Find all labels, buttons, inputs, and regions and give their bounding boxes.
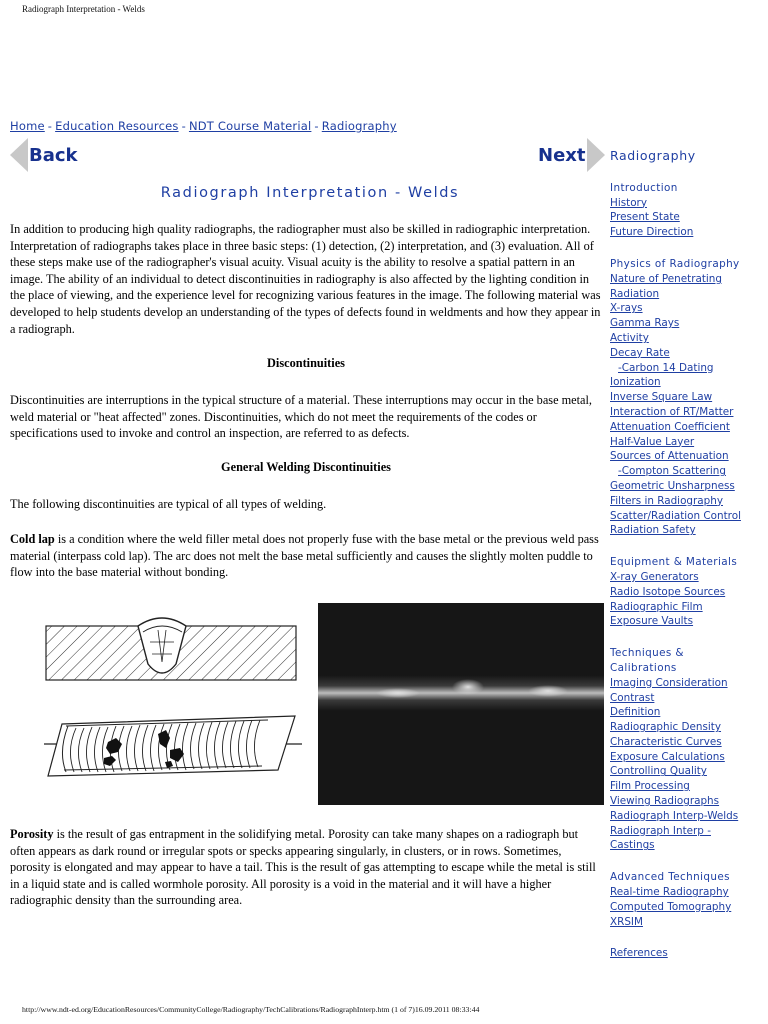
sidebar	[610, 140, 760, 961]
sidebar-link-scatter-radiation-control[interactable]: Scatter/Radiation Control	[610, 509, 741, 522]
breadcrumb-ndt-course-material[interactable]: NDT Course Material	[188, 119, 312, 133]
general-discontinuities-heading: General Welding Discontinuities	[221, 460, 391, 474]
sidebar-link-exposure-vaults[interactable]: Exposure Vaults	[610, 615, 694, 628]
sidebar-link-contrast[interactable]: Contrast	[610, 691, 655, 704]
sidebar-link-computed-tomography[interactable]: Computed Tomography	[610, 900, 732, 913]
general-discontinuities-paragraph: The following discontinuities are typical of all types of welding.	[10, 497, 327, 511]
sidebar-link-half-value-layer[interactable]: Half-Value Layer	[610, 435, 695, 448]
window-title: Radiograph Interpretation - Welds	[22, 4, 145, 14]
next-button[interactable]	[538, 138, 605, 172]
porosity-paragraph	[10, 826, 602, 909]
sidebar-link-xrsim[interactable]: XRSIM	[610, 915, 643, 928]
sidebar-link-radiation[interactable]: Radiation	[610, 287, 660, 300]
discontinuities-paragraph: Discontinuities are interruptions in the typical structure of a material. These interruptions may occur in the base metal, weld material or "heat affected" zones. Discontinuities, which do not meet the requirements of the codes or specifications used to invoke and control an inspection, are referred to as defects.	[10, 393, 592, 441]
sidebar-link-gamma-rays[interactable]: Gamma Rays	[610, 317, 680, 330]
sidebar-link-castings[interactable]: Castings	[610, 839, 655, 852]
sidebar-link-radio-isotope-sources[interactable]: Radio Isotope Sources	[610, 585, 726, 598]
breadcrumb: Home - Education Resources - NDT Course Material - Radiography	[10, 119, 397, 133]
porosity-description: is the result of gas entrapment in the solidifying metal. Porosity can take many shapes on a radiograph but often appears as dark round or irregular spots or specks appearing singularly, in clusters, or in rows. Sometimes, porosity is elongated and may appear to have a tail. This is the result of gas attempting to escape while the metal is still in a liquid state and is called wormhole porosity. All porosity is a void in the material and it will have a higher radiographic density than the surrounding area.	[10, 827, 596, 908]
sidebar-link-filters-in-radiography[interactable]: Filters in Radiography	[610, 494, 723, 507]
intro-paragraph: In addition to producing high quality radiographs, the radiographer must also be skilled in radiographic interpretation. Interpretation of radiographs takes place in three basic steps: (1) detection, (2) interpretation, and (3) evaluation. All of these steps make use of the radiographer's visual acuity. Visual acuity is the ability to resolve a spatial pattern in an image. The ability of an individual to detect discontinuities in radiography is also affected by the lighting condition in the place of viewing, and the experience level for recognizing various features in the image. The following material was developed to help students develop an understanding of the types of defects found in weldments and how they appear in a radiograph.	[10, 222, 601, 336]
sidebar-link-imaging-consideration[interactable]: Imaging Consideration	[610, 676, 728, 689]
sidebar-link-characteristic-curves[interactable]: Characteristic Curves	[610, 735, 722, 748]
sidebar-link-radiograph-interp-welds[interactable]: Radiograph Interp-Welds	[610, 809, 739, 822]
sidebar-link-x-ray-generators[interactable]: X-ray Generators	[610, 570, 699, 583]
sidebar-link-film-processing[interactable]: Film Processing	[610, 780, 690, 793]
next-label: Next	[538, 144, 586, 166]
back-button[interactable]	[10, 138, 78, 172]
sidebar-link-present-state[interactable]: Present State	[610, 211, 680, 224]
cold-lap-description: is a condition where the weld filler metal does not properly fuse with the base metal or the previous weld pass material (interpass cold lap). The arc does not melt the base metal sufficiently and causes the slightly molten puddle to flow into the base material without bonding.	[10, 532, 599, 580]
sidebar-section-advanced: Advanced Techniques	[610, 871, 730, 884]
page-title: Radiograph Interpretation - Welds	[160, 185, 460, 201]
sidebar-link-compton-scattering[interactable]: -Compton Scattering	[618, 465, 726, 478]
cold-lap-paragraph	[10, 531, 602, 581]
sidebar-link-history[interactable]: History	[610, 196, 647, 209]
sidebar-link-radiation-safety[interactable]: Radiation Safety	[610, 524, 696, 537]
sidebar-link-decay-rate[interactable]: Decay Rate	[610, 346, 670, 359]
breadcrumb-home[interactable]: Home	[10, 119, 45, 133]
sidebar-link-definition[interactable]: Definition	[610, 706, 661, 719]
sidebar-link-geometric-unsharpness[interactable]: Geometric Unsharpness	[610, 479, 735, 492]
cold-lap-radiograph-image	[318, 603, 604, 805]
sidebar-link-viewing-radiographs[interactable]: Viewing Radiographs	[610, 795, 720, 808]
sidebar-link-carbon-14-dating[interactable]: -Carbon 14 Dating	[618, 361, 714, 374]
sidebar-link-ionization[interactable]: Ionization	[610, 376, 661, 389]
sidebar-title: Radiography	[610, 148, 696, 163]
sidebar-link-exposure-calculations[interactable]: Exposure Calculations	[610, 750, 725, 763]
sidebar-link-references[interactable]: References	[610, 947, 668, 960]
cold-lap-term: Cold lap	[10, 532, 55, 546]
sidebar-link-radiographic-density[interactable]: Radiographic Density	[610, 721, 722, 734]
next-arrow-icon	[587, 138, 605, 172]
sidebar-link-controlling-quality[interactable]: Controlling Quality	[610, 765, 707, 778]
porosity-term: Porosity	[10, 827, 54, 841]
sidebar-link-radiographic-film[interactable]: Radiographic Film	[610, 600, 703, 613]
sidebar-section-techniques: Techniques & Calibrations	[610, 647, 684, 674]
sidebar-section-introduction: Introduction	[610, 181, 678, 194]
sidebar-link-sources-of-attenuation[interactable]: Sources of Attenuation	[610, 450, 729, 463]
sidebar-link-real-time-radiography[interactable]: Real-time Radiography	[610, 886, 729, 899]
cold-lap-diagram	[40, 612, 305, 807]
sidebar-link-radiograph-interp-castings[interactable]: Radiograph Interp -	[610, 824, 711, 837]
sidebar-link-interaction-rt-matter[interactable]: Interaction of RT/Matter	[610, 405, 734, 418]
footer-url: http://www.ndt-ed.org/EducationResources/CommunityCollege/Radiography/TechCalibrations/RadiographInterp.htm (1 of 7)16.09.2011 08:33:44	[22, 1005, 480, 1014]
back-label: Back	[29, 144, 78, 166]
sidebar-link-nature-of-penetrating[interactable]: Nature of Penetrating	[610, 272, 722, 285]
sidebar-link-future-direction[interactable]: Future Direction	[610, 226, 694, 239]
sidebar-link-attenuation-coefficient[interactable]: Attenuation Coefficient	[610, 420, 730, 433]
sidebar-link-x-rays[interactable]: X-rays	[610, 302, 643, 315]
sidebar-link-inverse-square-law[interactable]: Inverse Square Law	[610, 391, 713, 404]
sidebar-section-physics: Physics of Radiography	[610, 257, 740, 270]
breadcrumb-radiography[interactable]: Radiography	[321, 119, 397, 133]
sidebar-link-activity[interactable]: Activity	[610, 331, 649, 344]
sidebar-section-equipment: Equipment & Materials	[610, 556, 738, 569]
breadcrumb-education-resources[interactable]: Education Resources	[55, 119, 179, 133]
discontinuities-heading: Discontinuities	[267, 356, 345, 370]
radiograph-weld-band	[318, 603, 604, 805]
back-arrow-icon	[10, 138, 28, 172]
